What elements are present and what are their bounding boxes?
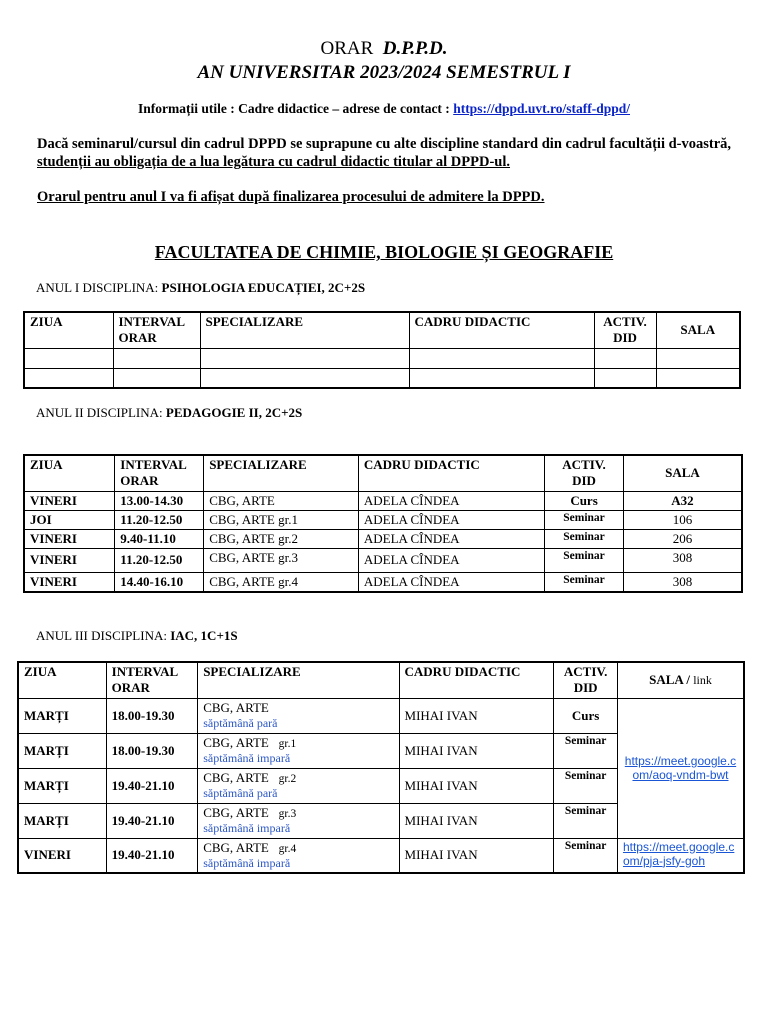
col-interval: INTERVAL ORAR: [106, 662, 198, 698]
col-ziua: ZIUA: [24, 312, 113, 348]
table-row: [24, 491, 742, 510]
table-row: [18, 838, 744, 873]
info-text: Informații utile : Cadre didactice – adrese de contact :: [137, 101, 454, 116]
cell-interval: 13.00-14.30: [115, 491, 204, 510]
meet-link-1[interactable]: https://meet.google.com/aoq-vndm-bwt: [624, 753, 737, 782]
cell-specializare: [198, 768, 399, 803]
col-interval: INTERVAL ORAR: [115, 455, 204, 491]
year2-discipline: PEDAGOGIE II, 2C+2S: [165, 405, 303, 420]
cell-week: săptămână pară: [203, 785, 278, 800]
table-row: [24, 548, 742, 572]
col-cadru: CADRU DIDACTIC: [409, 312, 594, 348]
cell-specializare: CBG, ARTE gr.4: [204, 572, 359, 592]
cell-cadru: MIHAI IVAN: [399, 733, 554, 768]
cell-sala-link: [617, 838, 744, 873]
col-sala: SALA: [656, 312, 740, 348]
cell-cadru: MIHAI IVAN: [399, 768, 554, 803]
table-row: [24, 572, 742, 592]
cell-specializare: CBG, ARTE gr.2: [204, 529, 359, 548]
cell-group: gr.1: [278, 737, 297, 750]
cell-specializare: [198, 698, 399, 733]
cell-interval: 14.40-16.10: [115, 572, 204, 592]
col-ziua: ZIUA: [18, 662, 106, 698]
col-sala-label: SALA /: [649, 672, 694, 688]
year1-disc-label: DISCIPLINA:: [82, 280, 159, 295]
page-title-line2: AN UNIVERSITAR 2023/2024 SEMESTRUL I: [197, 62, 571, 83]
overlap-notice-text: Dacă seminarul/cursul din cadrul DPPD se suprapune cu alte discipline standard din cadrul facultății d-voastră,: [37, 136, 732, 152]
col-specializare: SPECIALIZARE: [204, 455, 359, 491]
col-link-label: link: [693, 673, 712, 688]
cell-sala: 106: [623, 510, 742, 529]
table-row: [24, 368, 740, 388]
col-sala: SALA: [623, 455, 742, 491]
cell-cadru: MIHAI IVAN: [399, 698, 554, 733]
cell-specializare: [198, 838, 399, 873]
info-line: [0, 101, 768, 117]
col-cadru: CADRU DIDACTIC: [399, 662, 554, 698]
cell-spec-name: CBG, ARTE: [203, 839, 269, 855]
col-ziua: ZIUA: [24, 455, 115, 491]
cell-ziua: JOI: [24, 510, 115, 529]
col-activ: ACTIV. DID: [545, 455, 624, 491]
cell-cadru: ADELA CÎNDEA: [358, 572, 544, 592]
col-sala-link: [617, 662, 744, 698]
cell-activ: Seminar: [545, 529, 624, 548]
col-cadru: CADRU DIDACTIC: [358, 455, 544, 491]
cell-specializare: CBG, ARTE gr.3: [204, 548, 359, 572]
first-year-notice: Orarul pentru anul I va fi afișat după finalizarea procesului de admitere la DPPD.: [37, 189, 545, 205]
col-activ: ACTIV. DID: [554, 662, 618, 698]
cell-sala: A32: [623, 491, 742, 510]
cell-group: gr.2: [278, 772, 297, 785]
cell-sala: 308: [623, 572, 742, 592]
cell-sala-link: [617, 698, 744, 838]
table-row: [24, 510, 742, 529]
year1-anul: ANUL I: [36, 280, 80, 295]
cell-week: săptămână impară: [203, 855, 291, 870]
cell-week: săptămână impară: [203, 820, 291, 835]
cell-ziua: MARȚI: [18, 768, 106, 803]
cell-interval: 18.00-19.30: [106, 698, 198, 733]
staff-contact-link[interactable]: https://dppd.uvt.ro/staff-dppd/: [453, 101, 630, 116]
cell-cadru: ADELA CÎNDEA: [358, 548, 544, 572]
table-row: [24, 529, 742, 548]
year3-anul: ANUL III: [36, 628, 88, 643]
year3-disc-label: DISCIPLINA:: [91, 628, 167, 643]
cell-activ: Seminar: [554, 803, 618, 838]
cell-interval: 11.20-12.50: [115, 548, 204, 572]
title-dppd: D.P.P.D.: [382, 38, 448, 59]
col-specializare: SPECIALIZARE: [200, 312, 409, 348]
cell-specializare: CBG, ARTE: [204, 491, 359, 510]
year3-table: [17, 661, 745, 874]
title-orar: ORAR: [320, 38, 374, 59]
cell-sala: 308: [623, 548, 742, 572]
cell-ziua: MARȚI: [18, 698, 106, 733]
year1-discipline: PSIHOLOGIA EDUCAȚIEI, 2C+2S: [161, 280, 366, 295]
cell-cadru: ADELA CÎNDEA: [358, 491, 544, 510]
cell-cadru: MIHAI IVAN: [399, 803, 554, 838]
col-activ: ACTIV. DID: [594, 312, 656, 348]
cell-ziua: VINERI: [24, 548, 115, 572]
cell-ziua: VINERI: [24, 529, 115, 548]
cell-ziua: VINERI: [18, 838, 106, 873]
cell-activ: Seminar: [554, 733, 618, 768]
cell-ziua: MARȚI: [18, 733, 106, 768]
table-row: [24, 348, 740, 368]
table-row: [18, 698, 744, 733]
cell-group: gr.3: [278, 807, 297, 820]
overlap-notice-obligation: studenții au obligația de a lua legătura cu cadrul didactic titular al DPPD-ul.: [37, 154, 511, 170]
page-title-line1: [0, 38, 768, 60]
year1-label: [36, 280, 365, 296]
cell-interval: 18.00-19.30: [106, 733, 198, 768]
year3-discipline: IAC, 1C+1S: [170, 628, 238, 643]
cell-spec-name: CBG, ARTE: [203, 734, 269, 750]
cell-group: gr.4: [278, 842, 297, 855]
cell-activ: Seminar: [545, 510, 624, 529]
year2-label: [36, 405, 302, 421]
year2-disc-label: DISCIPLINA:: [86, 405, 163, 420]
cell-interval: 19.40-21.10: [106, 838, 198, 873]
faculty-heading: FACULTATEA DE CHIMIE, BIOLOGIE ȘI GEOGRAFIE: [154, 242, 614, 262]
cell-sala: 206: [623, 529, 742, 548]
cell-spec-name: CBG, ARTE: [203, 699, 269, 715]
cell-activ: Seminar: [545, 572, 624, 592]
cell-activ: Curs: [554, 698, 618, 733]
cell-spec-name: CBG, ARTE: [203, 769, 269, 785]
cell-activ: Seminar: [545, 548, 624, 572]
cell-activ: Curs: [545, 491, 624, 510]
cell-interval: 9.40-11.10: [115, 529, 204, 548]
col-specializare: SPECIALIZARE: [198, 662, 399, 698]
year1-table: [23, 311, 741, 389]
col-interval: INTERVAL ORAR: [113, 312, 200, 348]
overlap-notice: [37, 135, 737, 171]
cell-specializare: [198, 803, 399, 838]
cell-cadru: MIHAI IVAN: [399, 838, 554, 873]
cell-activ: Seminar: [554, 768, 618, 803]
cell-spec-name: CBG, ARTE: [203, 804, 269, 820]
cell-ziua: VINERI: [24, 491, 115, 510]
year2-table: [23, 454, 743, 593]
cell-activ: Seminar: [554, 838, 618, 873]
cell-interval: 19.40-21.10: [106, 803, 198, 838]
cell-interval: 19.40-21.10: [106, 768, 198, 803]
meet-link-2[interactable]: https://meet.google.com/pja-jsfy-goh: [622, 839, 735, 868]
year3-label: [36, 628, 238, 644]
cell-interval: 11.20-12.50: [115, 510, 204, 529]
cell-specializare: CBG, ARTE gr.1: [204, 510, 359, 529]
cell-specializare: [198, 733, 399, 768]
cell-cadru: ADELA CÎNDEA: [358, 510, 544, 529]
cell-ziua: MARȚI: [18, 803, 106, 838]
year2-anul: ANUL II: [36, 405, 84, 420]
cell-cadru: ADELA CÎNDEA: [358, 529, 544, 548]
cell-ziua: VINERI: [24, 572, 115, 592]
cell-week: săptămână pară: [203, 715, 278, 730]
cell-week: săptămână impară: [203, 750, 291, 765]
